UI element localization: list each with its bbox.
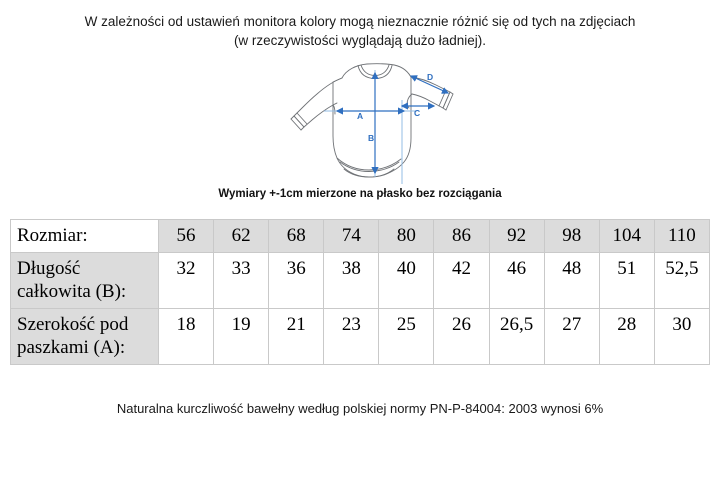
length-value: 52,5	[654, 253, 709, 309]
width-value: 30	[654, 309, 709, 365]
length-value: 32	[159, 253, 214, 309]
size-value: 62	[214, 220, 269, 253]
row-label-size: Rozmiar:	[11, 220, 159, 253]
length-value: 42	[434, 253, 489, 309]
width-value: 18	[159, 309, 214, 365]
width-value: 21	[269, 309, 324, 365]
width-value: 19	[214, 309, 269, 365]
table-row	[11, 220, 710, 253]
size-value: 68	[269, 220, 324, 253]
table-row	[11, 309, 710, 365]
size-table	[10, 219, 710, 365]
width-value: 26,5	[489, 309, 544, 365]
bodysuit-diagram-icon	[280, 56, 465, 184]
size-value: 56	[159, 220, 214, 253]
shrinkage-note: Naturalna kurczliwość bawełny według polskiej normy PN-P-84004: 2003 wynosi 6%	[116, 401, 604, 416]
length-value: 46	[489, 253, 544, 309]
diagram-label-d: D	[427, 72, 434, 82]
size-value: 104	[599, 220, 654, 253]
row-label-length: Długość całkowita (B):	[11, 253, 159, 309]
size-value: 80	[379, 220, 434, 253]
width-value: 23	[324, 309, 379, 365]
diagram-label-b: B	[368, 133, 375, 143]
diagram-label-c: C	[414, 108, 421, 118]
length-value: 36	[269, 253, 324, 309]
width-value: 28	[599, 309, 654, 365]
size-value: 74	[324, 220, 379, 253]
size-table-container	[10, 219, 710, 365]
width-value: 27	[544, 309, 599, 365]
color-disclaimer-line-2: (w rzeczywistości wyglądają dużo ładniej).	[233, 33, 487, 48]
size-value: 86	[434, 220, 489, 253]
size-value: 110	[654, 220, 709, 253]
garment-diagram-container	[0, 56, 720, 184]
table-row	[11, 253, 710, 309]
length-value: 40	[379, 253, 434, 309]
width-value: 26	[434, 309, 489, 365]
length-value: 38	[324, 253, 379, 309]
size-value: 92	[489, 220, 544, 253]
color-disclaimer	[0, 0, 720, 50]
color-disclaimer-line-1: W zależności od ustawień monitora kolory mogą nieznacznie różnić się od tych na zdjęciach	[84, 14, 636, 29]
row-label-width: Szerokość pod paszkami (A):	[11, 309, 159, 365]
measuring-instructions: Wymiary +-1cm mierzone na płasko bez rozciągania	[218, 188, 502, 200]
length-value: 48	[544, 253, 599, 309]
length-value: 51	[599, 253, 654, 309]
length-value: 33	[214, 253, 269, 309]
size-value: 98	[544, 220, 599, 253]
diagram-label-a: A	[357, 111, 364, 121]
size-table-body	[11, 220, 710, 365]
width-value: 25	[379, 309, 434, 365]
